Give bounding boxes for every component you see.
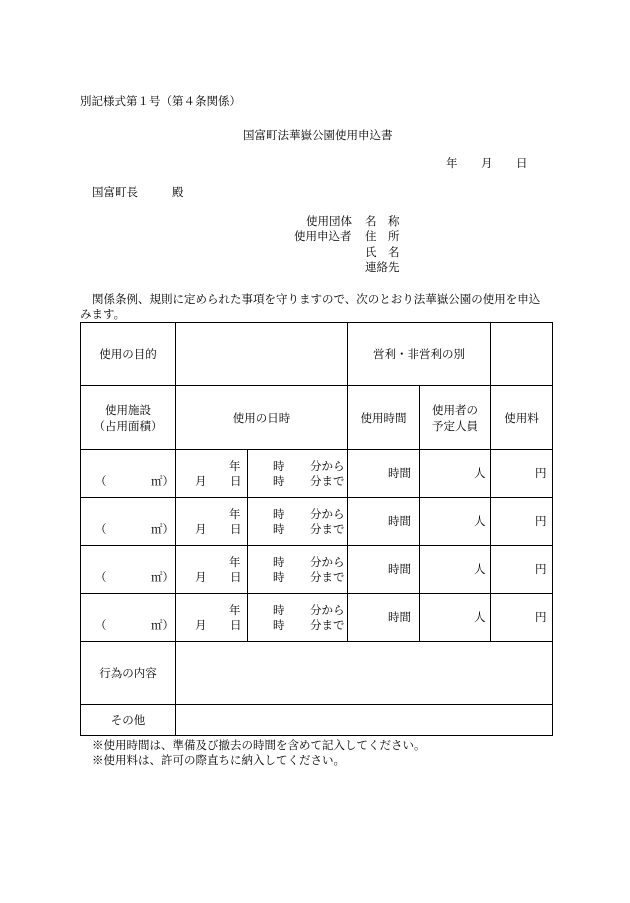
hour-unit: 時 xyxy=(273,570,285,584)
people-unit: 人 xyxy=(474,610,486,624)
sqm-unit: ㎡） xyxy=(151,474,174,488)
activity-row xyxy=(81,642,553,705)
time-cell[interactable] xyxy=(248,498,348,546)
table-row xyxy=(81,546,553,594)
activity-label: 行為の内容 xyxy=(81,642,176,705)
other-row xyxy=(81,705,553,736)
other-field[interactable] xyxy=(176,705,553,736)
people-cell[interactable] xyxy=(420,450,491,498)
hours-unit: 時間 xyxy=(388,610,411,624)
facility-cell[interactable] xyxy=(81,450,176,498)
fee-cell[interactable] xyxy=(491,546,553,594)
month-unit: 月 xyxy=(195,522,207,536)
datetime-header: 使用の日時 xyxy=(176,386,348,450)
facility-header xyxy=(81,386,176,450)
people-cell[interactable] xyxy=(420,546,491,594)
hours-unit: 時間 xyxy=(388,466,411,480)
date-cell[interactable] xyxy=(176,594,248,642)
hour-unit: 時 xyxy=(273,555,285,569)
table-row xyxy=(81,498,553,546)
month-unit: 月 xyxy=(195,570,207,584)
until-unit: 分まで xyxy=(310,522,345,536)
hour-unit: 時 xyxy=(273,459,285,473)
time-cell[interactable] xyxy=(248,450,348,498)
paren-open: （ xyxy=(95,570,107,584)
other-label: その他 xyxy=(81,705,176,736)
until-unit: 分まで xyxy=(310,618,345,632)
paren-open: （ xyxy=(95,474,107,488)
yen-unit: 円 xyxy=(535,562,547,576)
applicant-label: 使用申込者 xyxy=(294,229,352,243)
purpose-row xyxy=(81,323,553,386)
yen-unit: 円 xyxy=(535,514,547,528)
application-table xyxy=(80,322,553,736)
header-row xyxy=(81,386,553,450)
purpose-field[interactable] xyxy=(176,323,348,386)
applicant-name-label: 名 称 xyxy=(365,214,400,228)
yen-unit: 円 xyxy=(535,610,547,624)
fee-cell[interactable] xyxy=(491,450,553,498)
month-unit: 月 xyxy=(195,618,207,632)
table-row xyxy=(81,594,553,642)
people-label-1: 使用者の xyxy=(432,402,478,417)
facility-cell[interactable] xyxy=(81,498,176,546)
hour-unit: 時 xyxy=(273,618,285,632)
from-unit: 分から xyxy=(310,459,345,473)
hours-cell[interactable] xyxy=(348,498,420,546)
note-1: ※使用時間は、準備及び撤去の時間を含めて記入してください。 xyxy=(92,738,426,752)
note-2: ※使用料は、許可の際直ちに納入してください。 xyxy=(92,753,345,767)
profit-field[interactable] xyxy=(491,323,553,386)
date-cell[interactable] xyxy=(176,450,248,498)
facility-label: 使用施設 xyxy=(105,402,151,417)
hours-cell[interactable] xyxy=(348,450,420,498)
facility-cell[interactable] xyxy=(81,594,176,642)
people-header xyxy=(420,386,491,450)
page-title: 国富町法華嶽公園使用申込書 xyxy=(243,128,393,142)
purpose-label: 使用の目的 xyxy=(81,323,176,386)
form-reference: 別記様式第１号（第４条関係） xyxy=(80,94,241,108)
fee-cell[interactable] xyxy=(491,498,553,546)
intro-line-1: 関係条例、規則に定められた事項を守りますので、次のとおり法華嶽公園の使用を申込 xyxy=(92,292,541,306)
hour-unit: 時 xyxy=(273,474,285,488)
until-unit: 分まで xyxy=(310,474,345,488)
day-unit: 日 xyxy=(230,570,242,584)
day-unit: 日 xyxy=(230,618,242,632)
from-unit: 分から xyxy=(310,507,345,521)
profit-label: 営利・非営利の別 xyxy=(348,323,491,386)
day-unit: 日 xyxy=(230,474,242,488)
date-year: 年 xyxy=(446,156,458,170)
hour-unit: 時 xyxy=(273,522,285,536)
time-cell[interactable] xyxy=(248,546,348,594)
yen-unit: 円 xyxy=(535,466,547,480)
intro-line-2: みます。 xyxy=(80,307,126,321)
facility-cell[interactable] xyxy=(81,546,176,594)
addressee-name: 国富町長 xyxy=(92,185,138,199)
fee-cell[interactable] xyxy=(491,594,553,642)
sqm-unit: ㎡） xyxy=(151,618,174,632)
date-cell[interactable] xyxy=(176,498,248,546)
sqm-unit: ㎡） xyxy=(151,570,174,584)
paren-open: （ xyxy=(95,522,107,536)
year-unit: 年 xyxy=(229,459,241,473)
from-unit: 分から xyxy=(310,555,345,569)
hours-cell[interactable] xyxy=(348,594,420,642)
hour-unit: 時 xyxy=(273,603,285,617)
area-label: （占用面積） xyxy=(93,418,163,433)
fee-header: 使用料 xyxy=(491,386,553,450)
year-unit: 年 xyxy=(229,555,241,569)
time-cell[interactable] xyxy=(248,594,348,642)
people-unit: 人 xyxy=(474,562,486,576)
from-unit: 分から xyxy=(310,603,345,617)
applicant-person-label: 氏 名 xyxy=(365,245,400,259)
month-unit: 月 xyxy=(195,474,207,488)
table-row xyxy=(81,450,553,498)
hour-unit: 時 xyxy=(273,507,285,521)
paren-open: （ xyxy=(95,618,107,632)
date-cell[interactable] xyxy=(176,546,248,594)
year-unit: 年 xyxy=(229,603,241,617)
day-unit: 日 xyxy=(230,522,242,536)
hours-unit: 時間 xyxy=(388,562,411,576)
applicant-group-label: 使用団体 xyxy=(306,214,352,228)
applicant-contact-label: 連絡先 xyxy=(365,260,400,274)
people-unit: 人 xyxy=(474,466,486,480)
applicant-address-label: 住 所 xyxy=(365,229,400,243)
people-cell[interactable] xyxy=(420,594,491,642)
hours-cell[interactable] xyxy=(348,546,420,594)
sqm-unit: ㎡） xyxy=(151,522,174,536)
hours-unit: 時間 xyxy=(388,514,411,528)
hours-header: 使用時間 xyxy=(348,386,420,450)
activity-field[interactable] xyxy=(176,642,553,705)
date-month: 月 xyxy=(481,156,493,170)
addressee-honorific: 殿 xyxy=(172,185,184,199)
people-label-2: 予定人員 xyxy=(432,418,478,433)
people-unit: 人 xyxy=(474,514,486,528)
year-unit: 年 xyxy=(229,507,241,521)
date-day: 日 xyxy=(516,156,528,170)
until-unit: 分まで xyxy=(310,570,345,584)
people-cell[interactable] xyxy=(420,498,491,546)
